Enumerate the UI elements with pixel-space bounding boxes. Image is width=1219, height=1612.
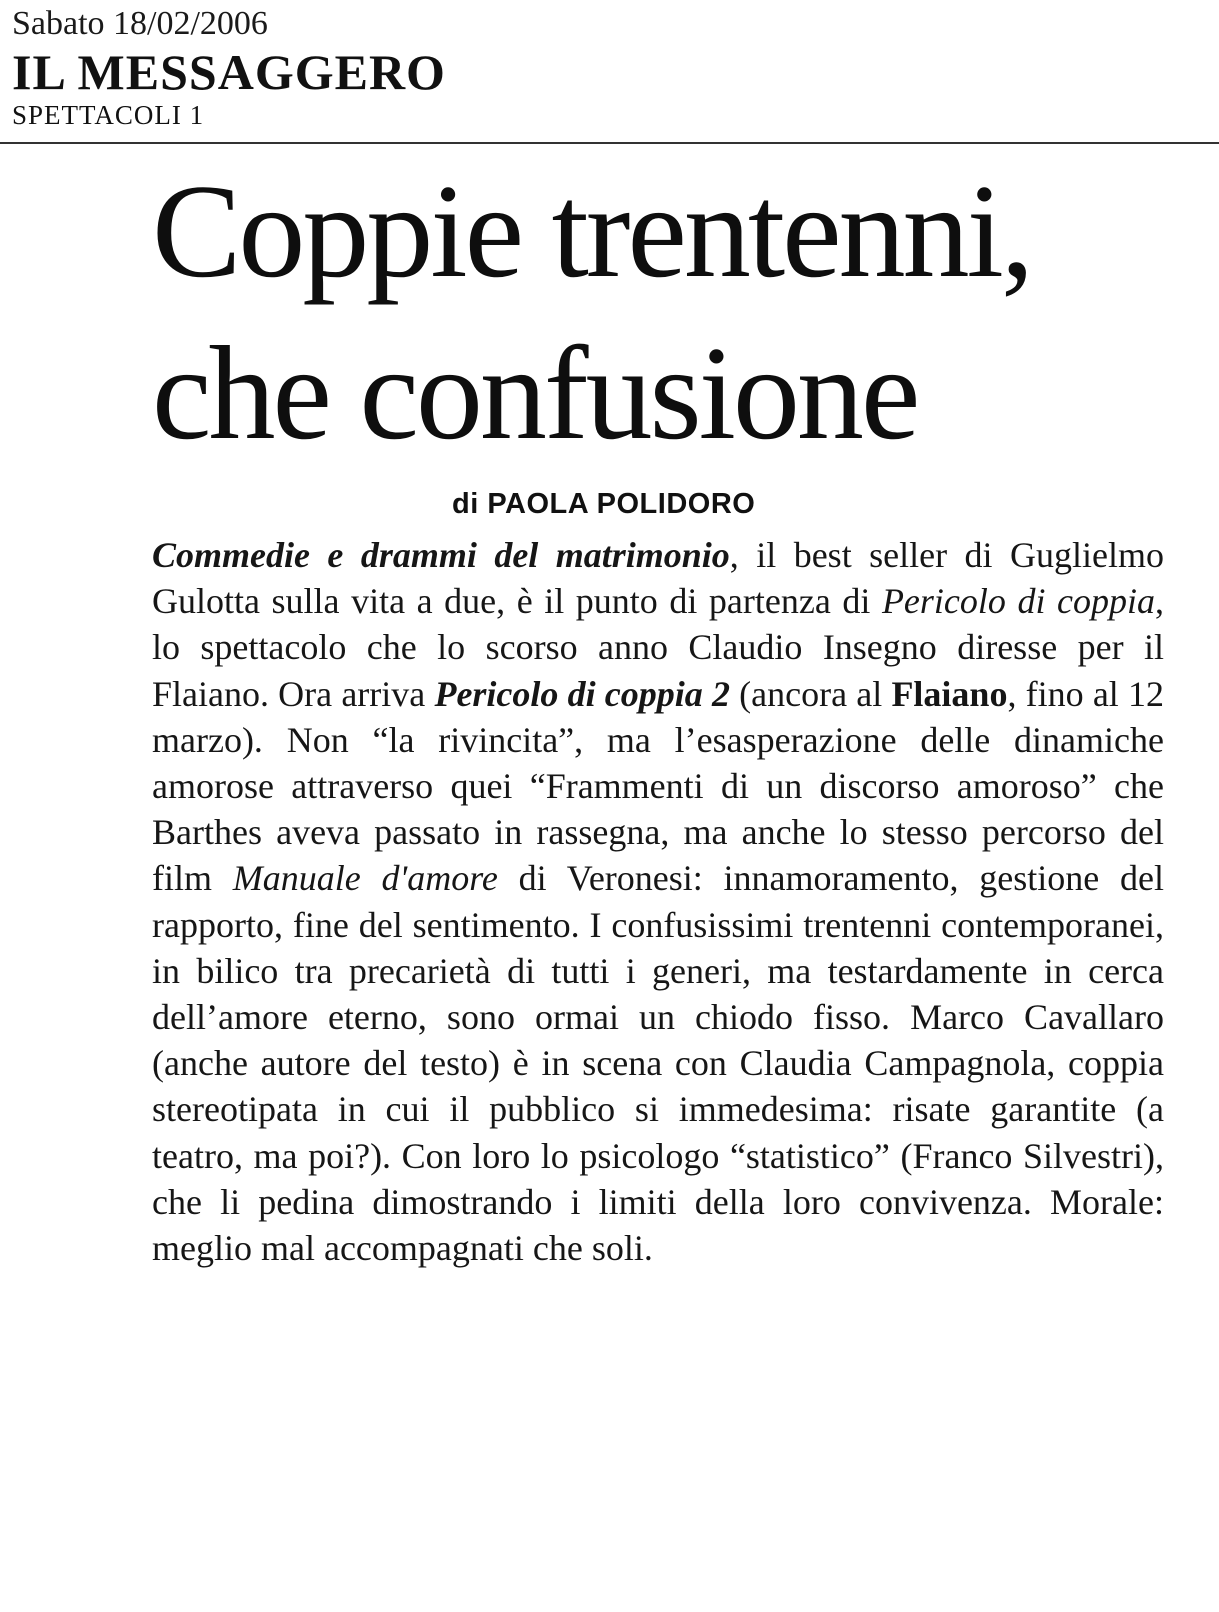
clipping-header [12,4,1212,130]
body-text-segment: , il best seller di Guglielmo Gulotta sulla vita a due, è il punto di partenza di [152,535,1164,622]
article-headline [152,150,1212,474]
headline-line-1: Coppie trentenni, [152,157,1032,305]
body-text-segment: (ancora al [729,673,892,714]
show-title-sequel: Pericolo di coppia 2 [434,673,730,714]
body-text-segment: di Veronesi: innamoramento, gestione del rapporto, fine del sentimento. I confusissimi trentenni contemporanei, in bilico tra precarietà di tutti i generi, ma testardamente in cerca dell’amore eterno, sono ormai un chiodo fisso. Marco Cavallaro (anche autore del testo) è in scena con Claudia Campagnola, coppia stereotipata in cui il pubblico si immedesima: risate garantite (a teatro, ma poi?). Con loro lo psicologo “statistico” (Franco Silvestri), che li pedina dimostrando i limiti della loro convivenza. Morale: meglio mal accompagnati che soli. [152,858,1164,1269]
article-body [152,532,1164,1271]
book-title: Commedie e drammi del matrimonio [152,535,730,575]
headline-line-2: che confusione [152,319,918,467]
show-title: Pericolo di coppia [881,581,1155,622]
body-text-segment: , fino al 12 marzo). Non “la rivincita”, ma l’esasperazione delle dinamiche amorose attraverso quei “Frammenti di un discorso amoroso” che Barthes aveva passato in rassegna, ma anche lo stesso percorso del film [152,673,1164,899]
section-label: SPETTACOLI 1 [12,100,205,130]
film-title: Manuale d'amore [232,858,498,899]
article-byline: di PAOLA POLIDORO [452,488,756,520]
theatre-name: Flaiano [891,673,1008,714]
newspaper-name: IL MESSAGGERO [12,44,446,100]
body-text-segment: , lo spettacolo che lo scorso anno Claudio Insegno diresse per il Flaiano. Ora arriva [152,581,1164,714]
header-divider [0,142,1219,144]
publication-date: Sabato 18/02/2006 [12,5,268,42]
